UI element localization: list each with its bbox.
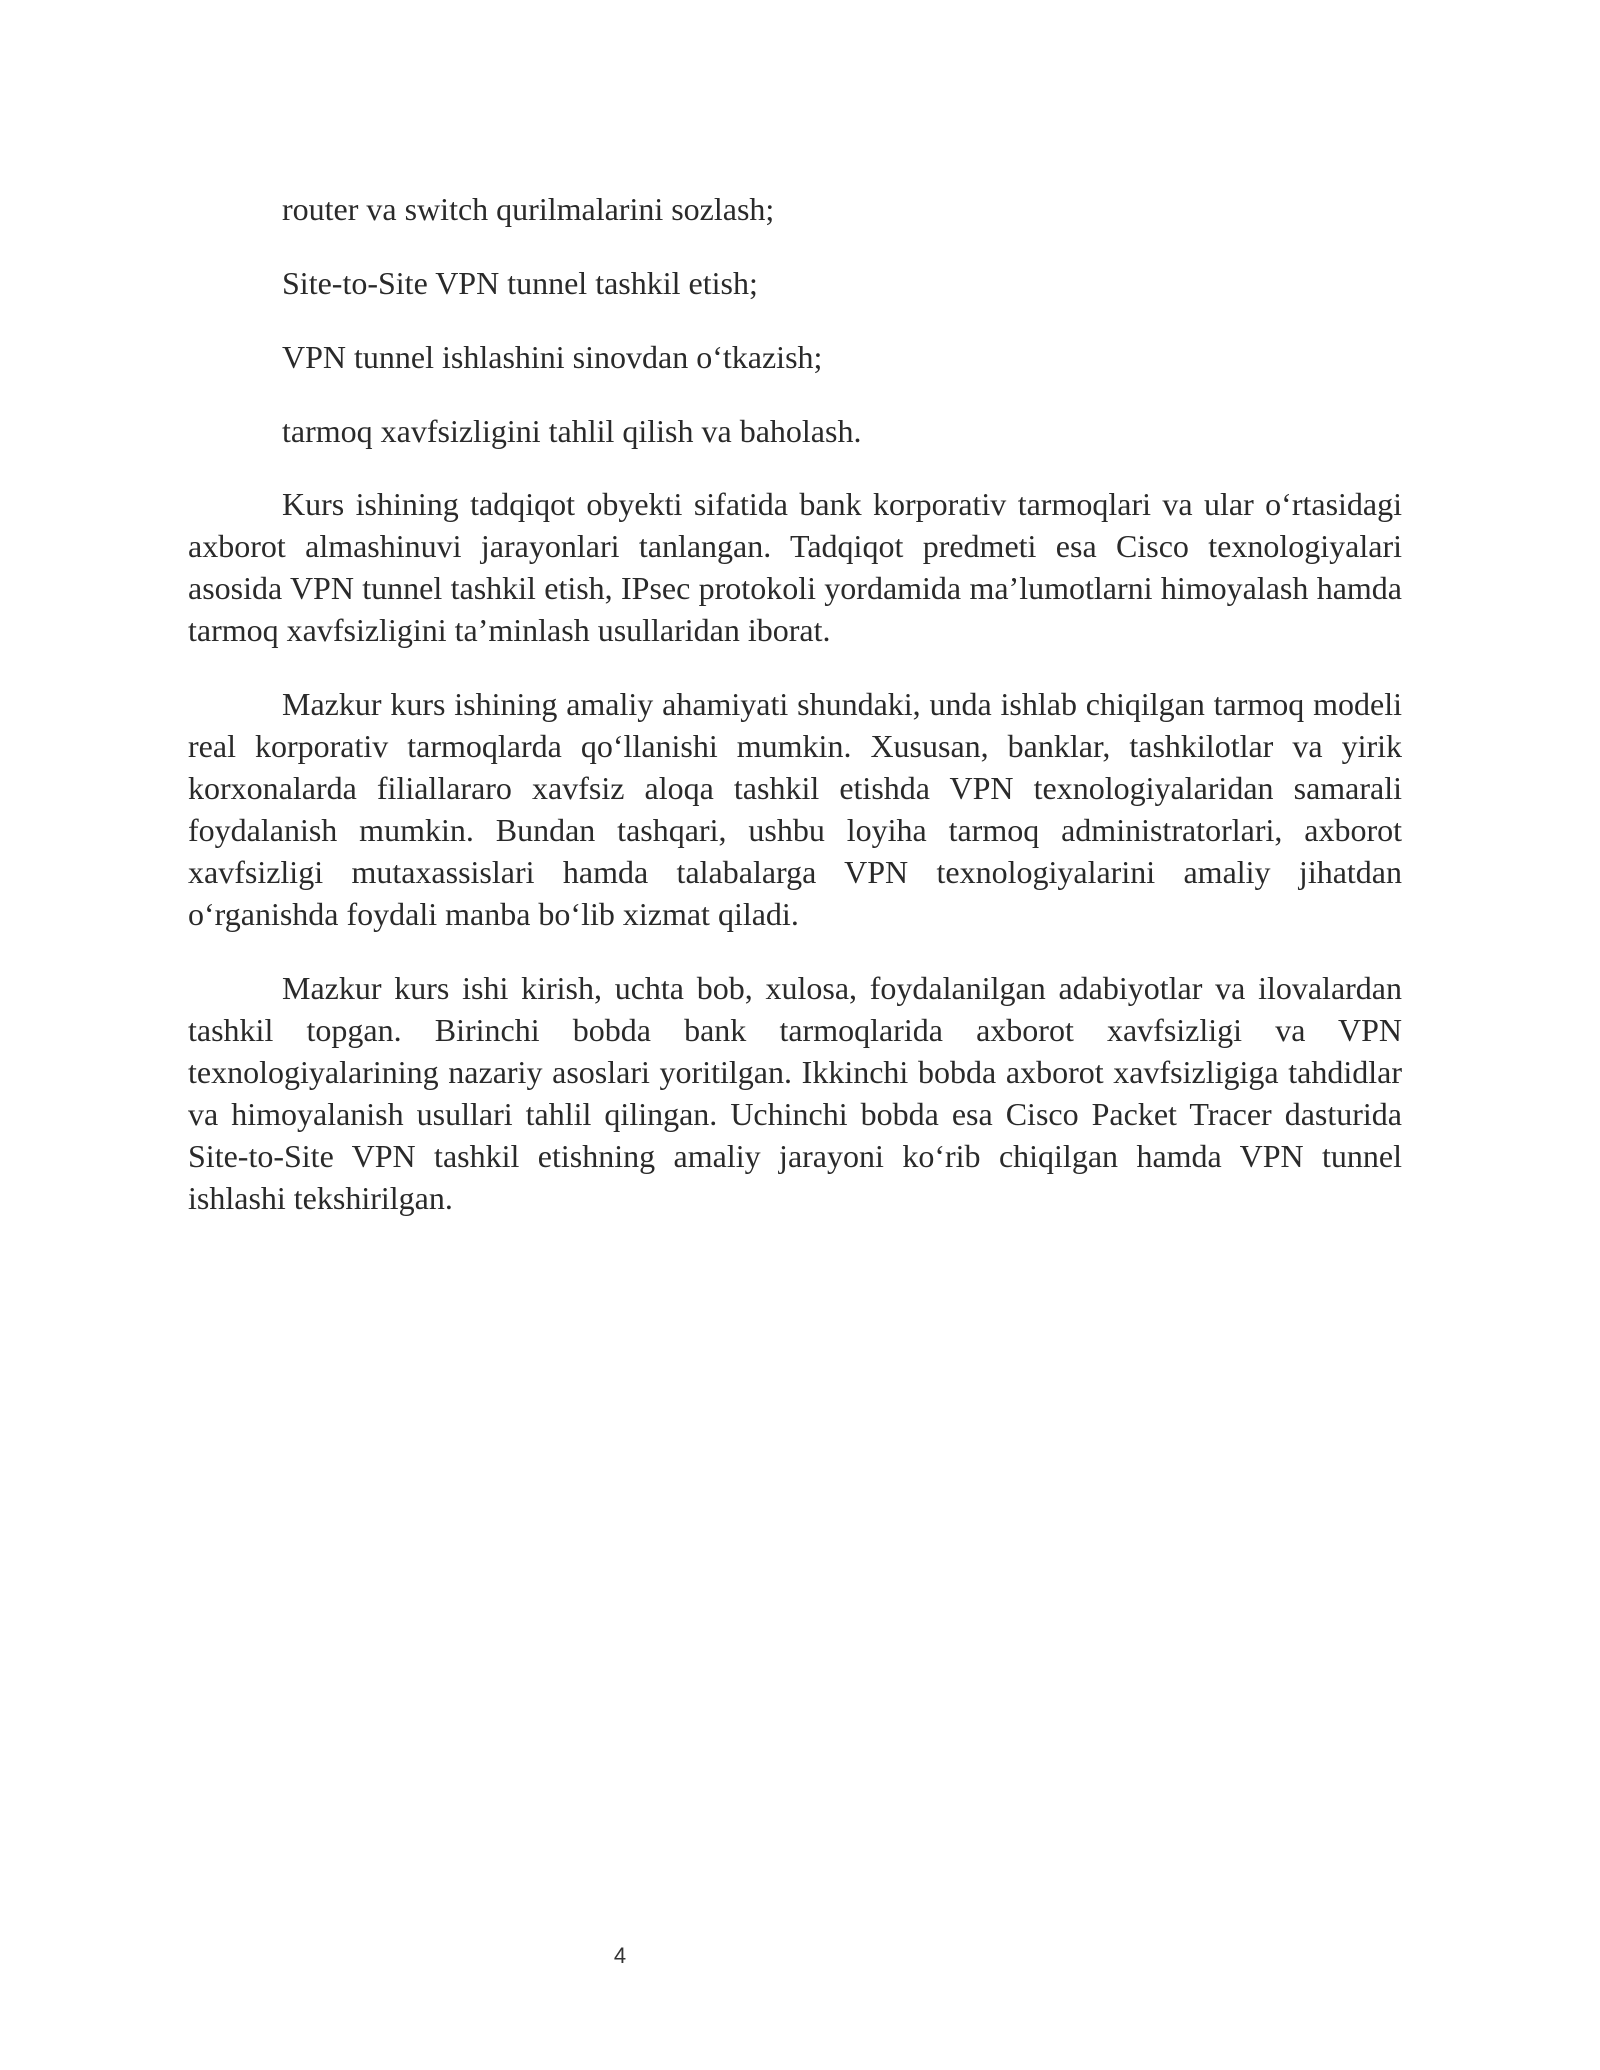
paragraph-practical-significance: Mazkur kurs ishining amaliy ahamiyati shundaki, unda ishlab chiqilgan tarmoq modeli real korporativ tarmoqlarda qo‘llanishi mumkin. Xususan, banklar, tashkilotlar va yirik korxonalarda filiallararo xavfsiz aloqa tashkil etishda VPN texnologiyalaridan samarali foydalanish mumkin. Bundan tashqari, ushbu loyiha tarmoq administratorlari, axborot xavfsizligi mutaxassislari hamda talabalarga VPN texnologiyalarini amaliy jihatdan o‘rganishda foydali manba bo‘lib xizmat qiladi. bbox=[188, 686, 1402, 932]
list-item: router va switch qurilmalarini sozlash; bbox=[282, 191, 775, 227]
paragraph-structure: Mazkur kurs ishi kirish, uchta bob, xulosa, foydalanilgan adabiyotlar va ilovalardan tashkil topgan. Birinchi bobda bank tarmoqlarida axborot xavfsizligi va VPN texnologiyalarining nazariy asoslari yoritilgan. Ikkinchi bobda axborot xavfsizligiga tahdidlar va himoyalanish usullari tahlil qilingan. Uchinchi bobda esa Cisco Packet Tracer dasturida Site-to-Site VPN tashkil etishning amaliy jarayoni ko‘rib chiqilgan hamda VPN tunnel ishlashi tekshirilgan. bbox=[188, 970, 1402, 1216]
paragraph-research-object: Kurs ishining tadqiqot obyekti sifatida bank korporativ tarmoqlari va ular o‘rtasidagi axborot almashinuvi jarayonlari tanlangan. Tadqiqot predmeti esa Cisco texnologiyalari asosida VPN tunnel tashkil etish, IPsec protokoli yordamida ma’lumotlarni himoyalash hamda tarmoq xavfsizligini ta’minlash usullaridan iborat. bbox=[188, 486, 1402, 648]
task-list bbox=[282, 188, 1402, 484]
list-item: VPN tunnel ishlashini sinovdan o‘tkazish; bbox=[282, 339, 823, 375]
body-text bbox=[188, 483, 1402, 1251]
list-item: Site-to-Site VPN tunnel tashkil etish; bbox=[282, 265, 758, 301]
list-item: tarmoq xavfsizligini tahlil qilish va baholash. bbox=[282, 413, 862, 449]
page-number: 4 bbox=[613, 1943, 627, 1968]
